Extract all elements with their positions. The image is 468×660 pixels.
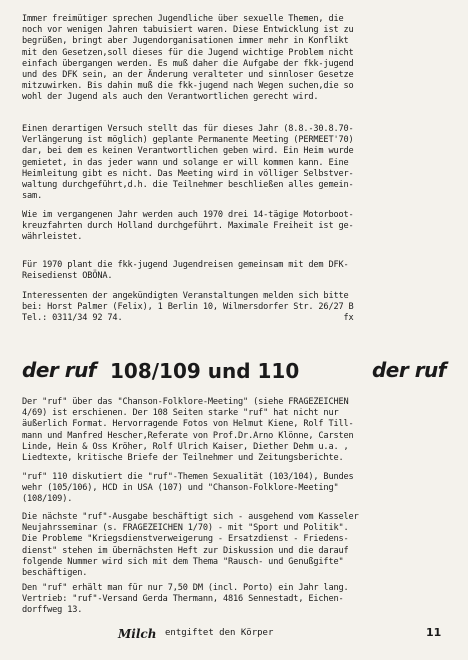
footer-brand: Milch bbox=[118, 627, 157, 641]
paragraph-next-issue: Die nächste "ruf"-Ausgabe beschäftigt sich - ausgehend vom Kasseler Neujahrsseminar (s. FRAGEZEICHEN 1/70) - mit "Sport und Politik". Die Probleme "Kriegsdienstverweigerung - Ersatzdienst - Friedens- dienst" stehen im übernächsten Heft zur Diskussion und die darauf folgende Nummer wird sich mit dem Thema "Rausch- und Genußgifte" beschäftigen. bbox=[22, 512, 359, 579]
paragraph-travel-plans: Für 1970 plant die fkk-jugend Jugendreisen gemeinsam mit dem DFK- Reisedienst OBÖNA. bbox=[22, 260, 349, 282]
paragraph-ruf-110: "ruf" 110 diskutiert die "ruf"-Themen Sexualität (103/104), Bundes wehr (105/106), HCD in USA (107) und "Chanson-Folklore-Meeting" (108/109). bbox=[22, 472, 354, 505]
paragraph-sexual-themes: Immer freimütiger sprechen Jugendliche über sexuelle Themen, die noch vor wenigen Jahren tabuisiert waren. Diese Entwicklung ist zu begrüßen, bringt aber Jugendorganisationen immer mehr in Konflikt mit den Gesetzen,soll dieses für die Jugend wichtige Problem nicht einfach übergangen werden. Es muß daher die Aufgabe der fkk-jugend und des DFK sein, an der Änderung veralteter und sinnloser Gesetze mitzuwirken. Bis dahin muß die fkk-jugend nach Wegen suchen,die so wohl der Jugend als auch den Verantwortlichen gerecht wird. bbox=[22, 14, 354, 103]
ruf-logo-left: der ruf bbox=[22, 358, 97, 382]
page-number: 11 bbox=[426, 626, 442, 639]
paragraph-subscription: Den "ruf" erhält man für nur 7,50 DM (incl. Porto) ein Jahr lang. Vertrieb: "ruf"-Versand Gerda Thermann, 4816 Sennestadt, Eichen- dorffweg 13. bbox=[22, 583, 349, 616]
issues-title: 108/109 und 110 bbox=[110, 359, 300, 383]
paragraph-contact: Interessenten der angekündigten Veranstaltungen melden sich bitte bei: Horst Palmer (Felix), 1 Berlin 10, Wilmersdorfer Str. 26/27 B Tel.: 0311/34 92 74. fx bbox=[22, 291, 354, 324]
paragraph-motorboat: Wie im vergangenen Jahr werden auch 1970 drei 14-tägige Motorboot- kreuzfahrten durch Holland durchgeführt. Maximale Freiheit ist ge- währleistet. bbox=[22, 210, 354, 243]
footer-slogan: entgiftet den Körper bbox=[165, 628, 274, 638]
paragraph-permeet: Einen derartigen Versuch stellt das für dieses Jahr (8.8.-30.8.70- Verlängerung ist möglich) geplante Permanente Meeting (PERMEET'70) dar, bei dem es keinen Verantwortlichen geben wird. Ein Heim wurde gemietet, in das jeder wann und solange er will kommen kann. Eine Heimleitung gibt es nicht. Das Meeting wird in völliger Selbstver- waltung durchgeführt,d.h. die Teilnehmer beschließen alles gemein- sam. bbox=[22, 124, 354, 202]
ruf-header bbox=[22, 358, 446, 386]
paragraph-ruf-chanson: Der "ruf" über das "Chanson-Folklore-Meeting" (siehe FRAGEZEICHEN 4/69) ist erschienen. Der 108 Seiten starke "ruf" hat nicht nur äußerlich Format. Hervorragende Fotos von Helmut Kiene, Rolf Till- mann und Manfred Hescher,Referate von Prof.Dr.Arno Klönne, Carsten Linde, Hein & Oss Kröher, Rolf Ulrich Kaiser, Diether Dehm u.a. , Liedtexte, kritische Briefe der Teilnehmer und Zeitungsberichte. bbox=[22, 397, 354, 464]
ruf-logo-right: der ruf bbox=[371, 358, 446, 382]
